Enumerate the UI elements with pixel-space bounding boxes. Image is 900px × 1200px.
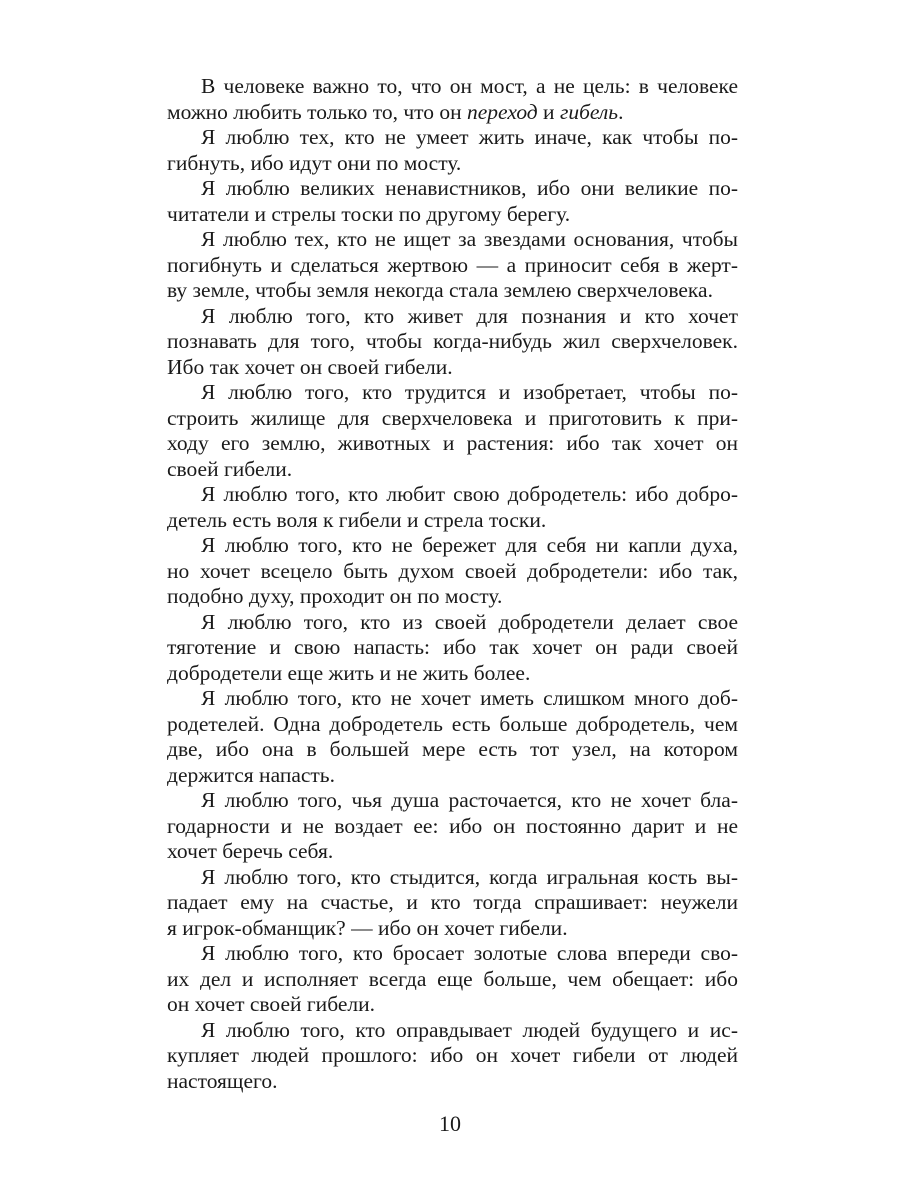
text-line: годарности и не воздает ее: ибо он постоянно дарит и не: [167, 813, 738, 838]
text-line: своей гибели.: [167, 456, 293, 481]
text-line: Я люблю тех, кто не умеет жить иначе, как чтобы по-: [201, 125, 738, 149]
text-line: читатели и стрелы тоски по другому берегу.: [167, 201, 571, 226]
text-line: ходу его землю, животных и растения: ибо так хочет он: [167, 431, 738, 455]
text-line: но хочет всецело быть духом своей добродетели: ибо так,: [167, 558, 738, 583]
text-run: .: [618, 99, 624, 124]
paragraph: [167, 74, 738, 125]
text-line: Ибо так хочет он своей гибели.: [167, 354, 453, 379]
paragraph: [167, 865, 738, 942]
text-line: я игрок-обманщик? — ибо он хочет гибели.: [167, 915, 568, 940]
text-line: ву земле, чтобы земля некогда стала землею сверхчеловека.: [167, 278, 713, 302]
text-line: хочет беречь себя.: [167, 839, 334, 863]
paragraph: [167, 176, 738, 227]
paragraph: [167, 533, 738, 610]
text-line: он хочет своей гибели.: [167, 992, 375, 1016]
text-line: настоящего.: [167, 1068, 278, 1093]
text-line: погибнуть и сделаться жертвою — а приносит себя в жерт-: [167, 252, 738, 277]
paragraph: [167, 482, 738, 533]
text-line: Я люблю того, кто трудится и изобретает, чтобы по-: [201, 380, 738, 404]
text-line: добродетели еще жить и не жить более.: [167, 660, 531, 685]
text-line: Я люблю того, кто оправдывает людей будущего и ис-: [201, 1017, 738, 1042]
paragraph: [167, 941, 738, 1018]
paragraph: [167, 686, 738, 788]
text-line: подобно духу, проходит он по мосту.: [167, 584, 503, 608]
text-line: [167, 100, 738, 126]
italic-word: гибель: [559, 99, 619, 124]
text-line: Я люблю того, кто не хочет иметь слишком много доб-: [201, 686, 738, 710]
italic-word: переход: [467, 99, 538, 124]
paragraph: [167, 125, 738, 176]
text-line: родетелей. Одна добродетель есть больше добродетель, чем: [167, 711, 738, 736]
text-line: Я люблю того, кто не бережет для себя ни капли духа,: [201, 533, 738, 557]
paragraph: [167, 380, 738, 482]
paragraph: [167, 610, 738, 687]
text-line: Я люблю того, кто любит свою добродетель: ибо добро-: [201, 482, 738, 506]
text-line: Я люблю того, чья душа расточается, кто не хочет бла-: [201, 788, 738, 812]
text-line: познавать для того, чтобы когда-нибудь жил сверхчеловек.: [167, 329, 738, 353]
text-line: Я люблю того, кто из своей добродетели делает свое: [201, 609, 738, 634]
page-number: 10: [439, 1111, 461, 1136]
text-line: две, ибо она в большей мере есть тот узел, на котором: [167, 737, 738, 761]
text-line: Я люблю великих ненавистников, ибо они великие по-: [201, 176, 738, 200]
paragraph: [167, 304, 738, 381]
paragraph: [167, 1018, 738, 1095]
text-line: Я люблю того, кто бросает золотые слова впереди сво-: [201, 941, 738, 965]
text-line: Я люблю того, кто стыдится, когда игральная кость вы-: [201, 864, 738, 889]
text-line: строить жилище для сверхчеловека и приготовить к при-: [167, 405, 738, 430]
text-line: их дел и исполняет всегда еще больше, чем обещает: ибо: [167, 966, 738, 991]
text-line: тяготение и свою напасть: ибо так хочет он ради своей: [167, 635, 738, 659]
text-line: падает ему на счастье, и кто тогда спрашивает: неужели: [167, 890, 738, 914]
text-line: В человеке важно то, что он мост, а не цель: в человеке: [201, 74, 738, 98]
text-line: гибнуть, ибо идут они по мосту.: [167, 150, 462, 175]
text-line: купляет людей прошлого: ибо он хочет гибели от людей: [167, 1043, 738, 1067]
text-run: и: [537, 99, 560, 124]
paragraph: [167, 788, 738, 865]
text-line: Я люблю того, кто живет для познания и кто хочет: [201, 303, 738, 328]
text-line: детель есть воля к гибели и стрела тоски.: [167, 507, 547, 532]
text-line: Я люблю тех, кто не ищет за звездами основания, чтобы: [201, 227, 738, 251]
body-text: [167, 74, 738, 1094]
paragraph: [167, 227, 738, 304]
text-line: держится напасть.: [167, 762, 335, 787]
text-run: можно любить только то, что он: [167, 99, 468, 124]
